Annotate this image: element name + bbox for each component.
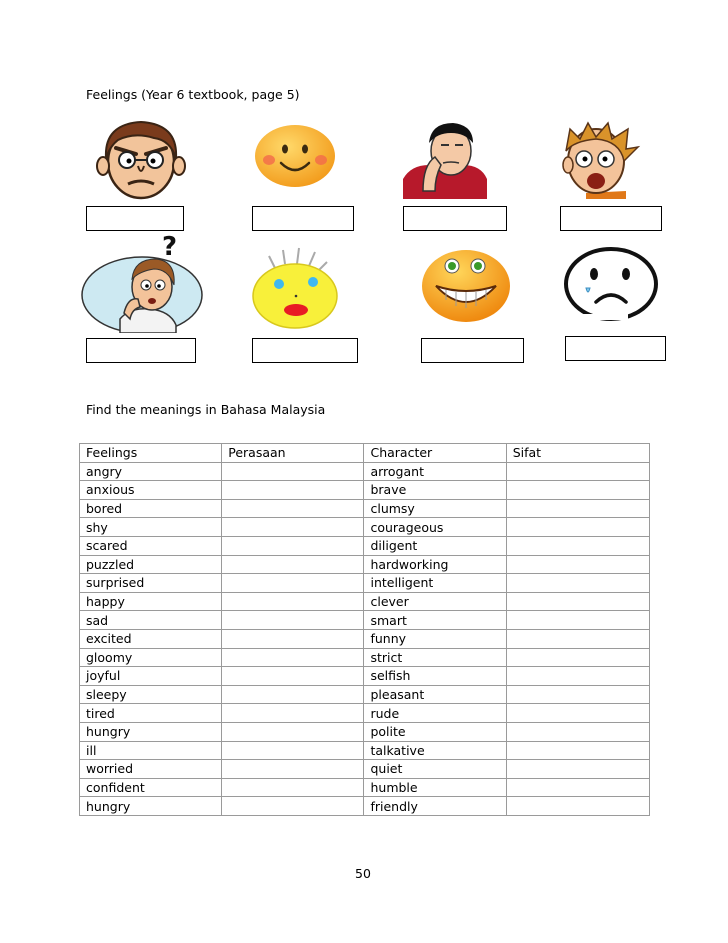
table-row bbox=[80, 481, 650, 500]
table-row bbox=[80, 667, 650, 686]
answer-box-1[interactable] bbox=[86, 206, 184, 231]
bored-man-icon bbox=[401, 121, 489, 199]
answer-box-7[interactable] bbox=[421, 338, 524, 363]
feeling-cell: angry bbox=[80, 462, 222, 481]
character-cell: polite bbox=[364, 722, 506, 741]
character-cell: quiet bbox=[364, 760, 506, 779]
table-header-row bbox=[80, 444, 650, 463]
feeling-cell: hungry bbox=[80, 797, 222, 816]
character-cell: selfish bbox=[364, 667, 506, 686]
sifat-cell[interactable] bbox=[506, 611, 649, 630]
sifat-cell[interactable] bbox=[506, 536, 649, 555]
feeling-cell: hungry bbox=[80, 722, 222, 741]
sifat-cell[interactable] bbox=[506, 685, 649, 704]
sifat-cell[interactable] bbox=[506, 481, 649, 500]
perasaan-cell[interactable] bbox=[222, 741, 364, 760]
table-row bbox=[80, 499, 650, 518]
table-row bbox=[80, 704, 650, 723]
character-cell: diligent bbox=[364, 536, 506, 555]
feeling-cell: puzzled bbox=[80, 555, 222, 574]
sifat-cell[interactable] bbox=[506, 760, 649, 779]
perasaan-cell[interactable] bbox=[222, 760, 364, 779]
character-cell: brave bbox=[364, 481, 506, 500]
header-feelings: Feelings bbox=[80, 444, 222, 463]
feeling-cell: surprised bbox=[80, 574, 222, 593]
perasaan-cell[interactable] bbox=[222, 592, 364, 611]
sifat-cell[interactable] bbox=[506, 629, 649, 648]
table-row bbox=[80, 555, 650, 574]
sifat-cell[interactable] bbox=[506, 555, 649, 574]
answer-box-4[interactable] bbox=[560, 206, 662, 231]
sifat-cell[interactable] bbox=[506, 499, 649, 518]
table-row bbox=[80, 518, 650, 537]
table-row bbox=[80, 778, 650, 797]
feeling-cell: happy bbox=[80, 592, 222, 611]
sifat-cell[interactable] bbox=[506, 518, 649, 537]
table-row bbox=[80, 685, 650, 704]
feeling-cell: sad bbox=[80, 611, 222, 630]
character-cell: strict bbox=[364, 648, 506, 667]
feeling-cell: excited bbox=[80, 629, 222, 648]
feeling-cell: confident bbox=[80, 778, 222, 797]
table-row bbox=[80, 574, 650, 593]
scared-boy-icon bbox=[546, 121, 642, 199]
sifat-cell[interactable] bbox=[506, 648, 649, 667]
character-cell: funny bbox=[364, 629, 506, 648]
answer-box-2[interactable] bbox=[252, 206, 354, 231]
perasaan-cell[interactable] bbox=[222, 685, 364, 704]
section-heading-feelings: Feelings (Year 6 textbook, page 5) bbox=[86, 87, 300, 102]
table-row bbox=[80, 462, 650, 481]
header-sifat: Sifat bbox=[506, 444, 649, 463]
perasaan-cell[interactable] bbox=[222, 704, 364, 723]
feeling-cell: sleepy bbox=[80, 685, 222, 704]
sifat-cell[interactable] bbox=[506, 574, 649, 593]
surprised-yellow-face-icon bbox=[249, 246, 341, 330]
perasaan-cell[interactable] bbox=[222, 518, 364, 537]
sifat-cell[interactable] bbox=[506, 778, 649, 797]
sifat-cell[interactable] bbox=[506, 741, 649, 760]
svg-text:?: ? bbox=[162, 233, 178, 262]
perasaan-cell[interactable] bbox=[222, 536, 364, 555]
header-character: Character bbox=[364, 444, 506, 463]
table-row bbox=[80, 629, 650, 648]
feeling-cell: ill bbox=[80, 741, 222, 760]
happy-orange-smiley-icon bbox=[253, 123, 337, 189]
character-cell: hardworking bbox=[364, 555, 506, 574]
perasaan-cell[interactable] bbox=[222, 462, 364, 481]
sifat-cell[interactable] bbox=[506, 797, 649, 816]
perasaan-cell[interactable] bbox=[222, 555, 364, 574]
grinning-orange-smiley-icon bbox=[418, 246, 514, 324]
answer-box-3[interactable] bbox=[403, 206, 507, 231]
table-row bbox=[80, 648, 650, 667]
table-row bbox=[80, 797, 650, 816]
perasaan-cell[interactable] bbox=[222, 611, 364, 630]
perasaan-cell[interactable] bbox=[222, 722, 364, 741]
section-heading-meanings: Find the meanings in Bahasa Malaysia bbox=[86, 402, 326, 417]
character-cell: rude bbox=[364, 704, 506, 723]
character-cell: arrogant bbox=[364, 462, 506, 481]
sifat-cell[interactable] bbox=[506, 592, 649, 611]
page-number: 50 bbox=[355, 866, 371, 881]
character-cell: pleasant bbox=[364, 685, 506, 704]
table-row bbox=[80, 722, 650, 741]
character-cell: talkative bbox=[364, 741, 506, 760]
puzzled-man-icon bbox=[80, 233, 208, 333]
table-row bbox=[80, 760, 650, 779]
perasaan-cell[interactable] bbox=[222, 629, 364, 648]
header-perasaan: Perasaan bbox=[222, 444, 364, 463]
sifat-cell[interactable] bbox=[506, 462, 649, 481]
perasaan-cell[interactable] bbox=[222, 797, 364, 816]
perasaan-cell[interactable] bbox=[222, 778, 364, 797]
sifat-cell[interactable] bbox=[506, 667, 649, 686]
table-row bbox=[80, 741, 650, 760]
perasaan-cell[interactable] bbox=[222, 667, 364, 686]
answer-box-6[interactable] bbox=[252, 338, 358, 363]
character-cell: intelligent bbox=[364, 574, 506, 593]
character-cell: clever bbox=[364, 592, 506, 611]
perasaan-cell[interactable] bbox=[222, 648, 364, 667]
vocabulary-table bbox=[79, 443, 650, 816]
feeling-cell: gloomy bbox=[80, 648, 222, 667]
sifat-cell[interactable] bbox=[506, 704, 649, 723]
feeling-cell: tired bbox=[80, 704, 222, 723]
angry-man-face-icon bbox=[94, 118, 188, 200]
perasaan-cell[interactable] bbox=[222, 481, 364, 500]
character-cell: courageous bbox=[364, 518, 506, 537]
perasaan-cell[interactable] bbox=[222, 499, 364, 518]
table-row bbox=[80, 536, 650, 555]
character-cell: clumsy bbox=[364, 499, 506, 518]
feeling-cell: bored bbox=[80, 499, 222, 518]
sifat-cell[interactable] bbox=[506, 722, 649, 741]
feeling-cell: worried bbox=[80, 760, 222, 779]
feeling-cell: joyful bbox=[80, 667, 222, 686]
perasaan-cell[interactable] bbox=[222, 574, 364, 593]
character-cell: humble bbox=[364, 778, 506, 797]
answer-box-5[interactable] bbox=[86, 338, 196, 363]
feeling-cell: anxious bbox=[80, 481, 222, 500]
table-row bbox=[80, 592, 650, 611]
character-cell: smart bbox=[364, 611, 506, 630]
feeling-cell: scared bbox=[80, 536, 222, 555]
table-row bbox=[80, 611, 650, 630]
feeling-cell: shy bbox=[80, 518, 222, 537]
character-cell: friendly bbox=[364, 797, 506, 816]
crying-sad-face-icon bbox=[562, 246, 660, 324]
answer-box-8[interactable] bbox=[565, 336, 666, 361]
